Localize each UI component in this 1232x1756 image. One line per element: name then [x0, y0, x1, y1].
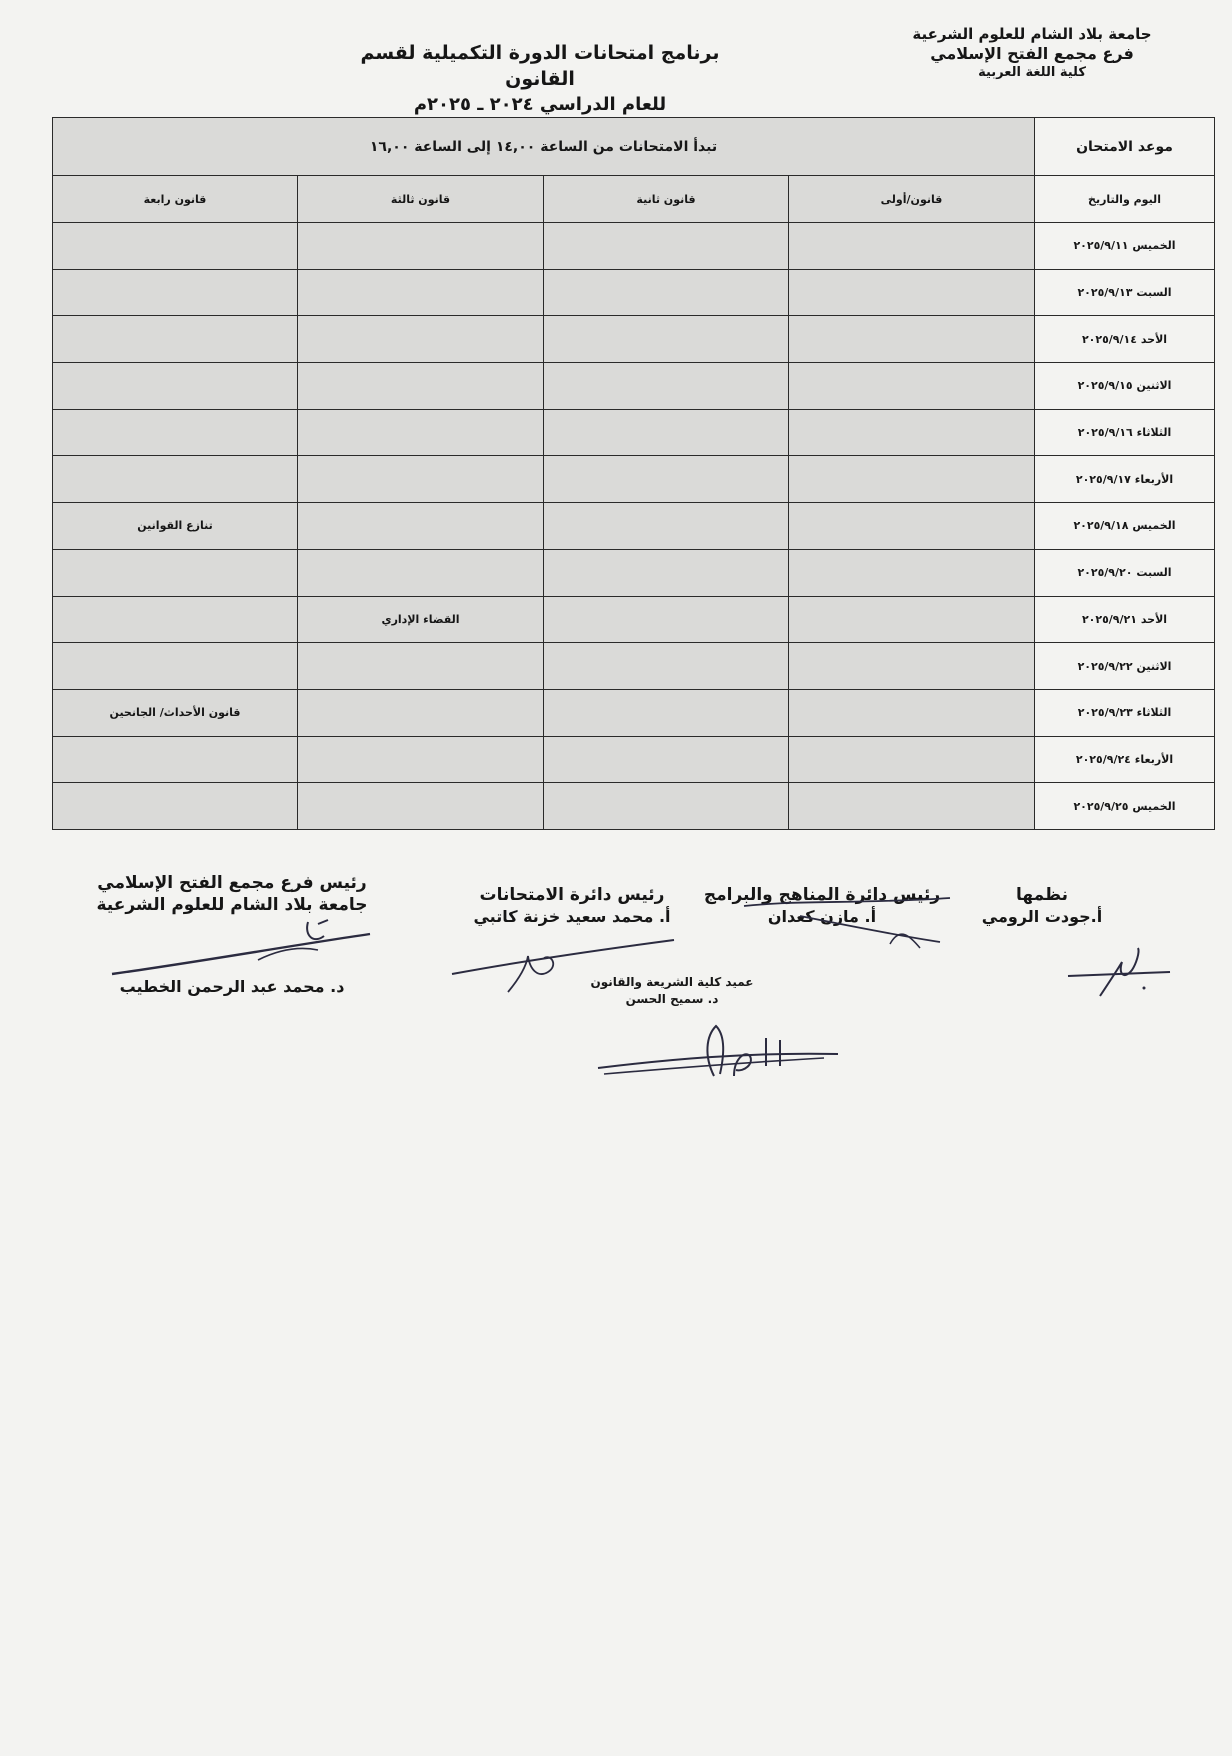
exam-time-label: موعد الامتحان: [1035, 118, 1215, 176]
date-cell: الأحد ٢٠٢٥/٩/٢١: [1035, 596, 1215, 643]
schedule-row: [53, 363, 1215, 410]
col-header-year3: قانون ثالثة: [298, 176, 544, 223]
column-header-row: [53, 176, 1215, 223]
year3-cell: [298, 269, 544, 316]
year3-cell: القضاء الإداري: [298, 596, 544, 643]
institution-name: جامعة بلاد الشام للعلوم الشرعية: [912, 25, 1152, 43]
curricula-signature-scrawl: [740, 896, 960, 966]
col-header-year4: قانون رابعة: [53, 176, 298, 223]
title-line-2: للعام الدراسي ٢٠٢٤ ـ ٢٠٢٥م: [413, 94, 667, 115]
year1-cell: [789, 223, 1035, 270]
schedule-row: [53, 783, 1215, 830]
institution-college: كلية اللغة العربية: [978, 65, 1086, 80]
signature-branch: [92, 872, 372, 916]
schedule-row: [53, 596, 1215, 643]
schedule-row: [53, 736, 1215, 783]
year4-cell: قانون الأحداث/ الجانحين: [53, 689, 298, 736]
institution-branch: فرع مجمع الفتح الإسلامي: [930, 44, 1134, 63]
year4-cell: [53, 736, 298, 783]
year2-cell: [544, 783, 789, 830]
date-cell: الاثنين ٢٠٢٥/٩/١٥: [1035, 363, 1215, 410]
year2-cell: [544, 596, 789, 643]
year3-cell: [298, 503, 544, 550]
schedule-row: [53, 503, 1215, 550]
year4-cell: [53, 549, 298, 596]
year3-cell: [298, 223, 544, 270]
date-cell: الخميس ٢٠٢٥/٩/٢٥: [1035, 783, 1215, 830]
year1-cell: [789, 596, 1035, 643]
year2-cell: [544, 689, 789, 736]
year4-cell: [53, 643, 298, 690]
branch-role-2: جامعة بلاد الشام للعلوم الشرعية: [96, 895, 368, 915]
year1-cell: [789, 643, 1035, 690]
col-header-year2: قانون ثانية: [544, 176, 789, 223]
year2-cell: [544, 316, 789, 363]
schedule-row: [53, 223, 1215, 270]
year3-cell: [298, 363, 544, 410]
year2-cell: [544, 736, 789, 783]
date-cell: الأربعاء ٢٠٢٥/٩/١٧: [1035, 456, 1215, 503]
year4-cell: [53, 596, 298, 643]
year4-cell: [53, 363, 298, 410]
dean-role: عميد كلية الشريعة والقانون: [590, 975, 754, 989]
year3-cell: [298, 643, 544, 690]
schedule-rows: [53, 223, 1215, 830]
date-cell: السبت ٢٠٢٥/٩/٢٠: [1035, 549, 1215, 596]
year4-cell: [53, 409, 298, 456]
year1-cell: [789, 456, 1035, 503]
year2-cell: [544, 549, 789, 596]
schedule-row: [53, 689, 1215, 736]
institution-header: [902, 24, 1162, 82]
year2-cell: [544, 456, 789, 503]
exams-role: رئيس دائرة الامتحانات: [479, 885, 665, 905]
date-cell: الثلاثاء ٢٠٢٥/٩/١٦: [1035, 409, 1215, 456]
branch-role-1: رئيس فرع مجمع الفتح الإسلامي: [97, 873, 367, 893]
year2-cell: [544, 409, 789, 456]
exam-schedule-table: [52, 117, 1215, 830]
schedule-row: [53, 269, 1215, 316]
year4-cell: تنازع القوانين: [53, 503, 298, 550]
year1-cell: [789, 783, 1035, 830]
year2-cell: [544, 223, 789, 270]
schedule-row: [53, 643, 1215, 690]
year1-cell: [789, 689, 1035, 736]
year3-cell: [298, 783, 544, 830]
year2-cell: [544, 503, 789, 550]
branch-signature-scrawl: [108, 914, 378, 980]
date-cell: الأربعاء ٢٠٢٥/٩/٢٤: [1035, 736, 1215, 783]
exams-signature-scrawl: [448, 910, 678, 1000]
schedule-row: [53, 316, 1215, 363]
year3-cell: [298, 736, 544, 783]
dean-signature-scrawl: [594, 1016, 844, 1086]
year4-cell: [53, 316, 298, 363]
year1-cell: [789, 503, 1035, 550]
schedule-row: [53, 409, 1215, 456]
organizer-role: نظمها: [1016, 885, 1068, 905]
col-header-date: اليوم والتاريخ: [1035, 176, 1215, 223]
date-cell: الخميس ٢٠٢٥/٩/١١: [1035, 223, 1215, 270]
year4-cell: [53, 269, 298, 316]
document-title: [330, 40, 750, 118]
organizer-name: أ.جودت الرومي: [981, 907, 1103, 926]
date-cell: السبت ٢٠٢٥/٩/١٣: [1035, 269, 1215, 316]
year1-cell: [789, 363, 1035, 410]
year1-cell: [789, 316, 1035, 363]
date-cell: الثلاثاء ٢٠٢٥/٩/٢٣: [1035, 689, 1215, 736]
year4-cell: [53, 783, 298, 830]
curricula-name: أ. مازن كعدان: [767, 907, 877, 926]
year4-cell: [53, 456, 298, 503]
date-cell: الاثنين ٢٠٢٥/٩/٢٢: [1035, 643, 1215, 690]
year1-cell: [789, 549, 1035, 596]
year4-cell: [53, 223, 298, 270]
year2-cell: [544, 363, 789, 410]
year3-cell: [298, 409, 544, 456]
exam-time-text: تبدأ الامتحانات من الساعة ١٤,٠٠ إلى الساعة ١٦,٠٠: [53, 118, 1035, 176]
year1-cell: [789, 269, 1035, 316]
dean-name: د. سميح الحسن: [625, 992, 719, 1006]
date-cell: الخميس ٢٠٢٥/٩/١٨: [1035, 503, 1215, 550]
curricula-role: رئيس دائرة المناهج والبرامج: [703, 885, 941, 905]
col-header-year1: قانون/أولى: [789, 176, 1035, 223]
time-header-row: [53, 118, 1215, 176]
year1-cell: [789, 409, 1035, 456]
year3-cell: [298, 549, 544, 596]
year3-cell: [298, 689, 544, 736]
signature-organizer: [952, 884, 1132, 928]
organizer-signature-scrawl: [1060, 944, 1180, 1004]
schedule-row: [53, 549, 1215, 596]
date-cell: الأحد ٢٠٢٥/٩/١٤: [1035, 316, 1215, 363]
exams-name: أ. محمد سعيد خزنة كاتبي: [473, 907, 671, 926]
year1-cell: [789, 736, 1035, 783]
branch-name: د. محمد عبد الرحمن الخطيب: [119, 977, 345, 996]
schedule-row: [53, 456, 1215, 503]
year2-cell: [544, 643, 789, 690]
title-line-1: برنامج امتحانات الدورة التكميلية لقسم القانون: [360, 42, 720, 90]
year2-cell: [544, 269, 789, 316]
year3-cell: [298, 316, 544, 363]
year3-cell: [298, 456, 544, 503]
